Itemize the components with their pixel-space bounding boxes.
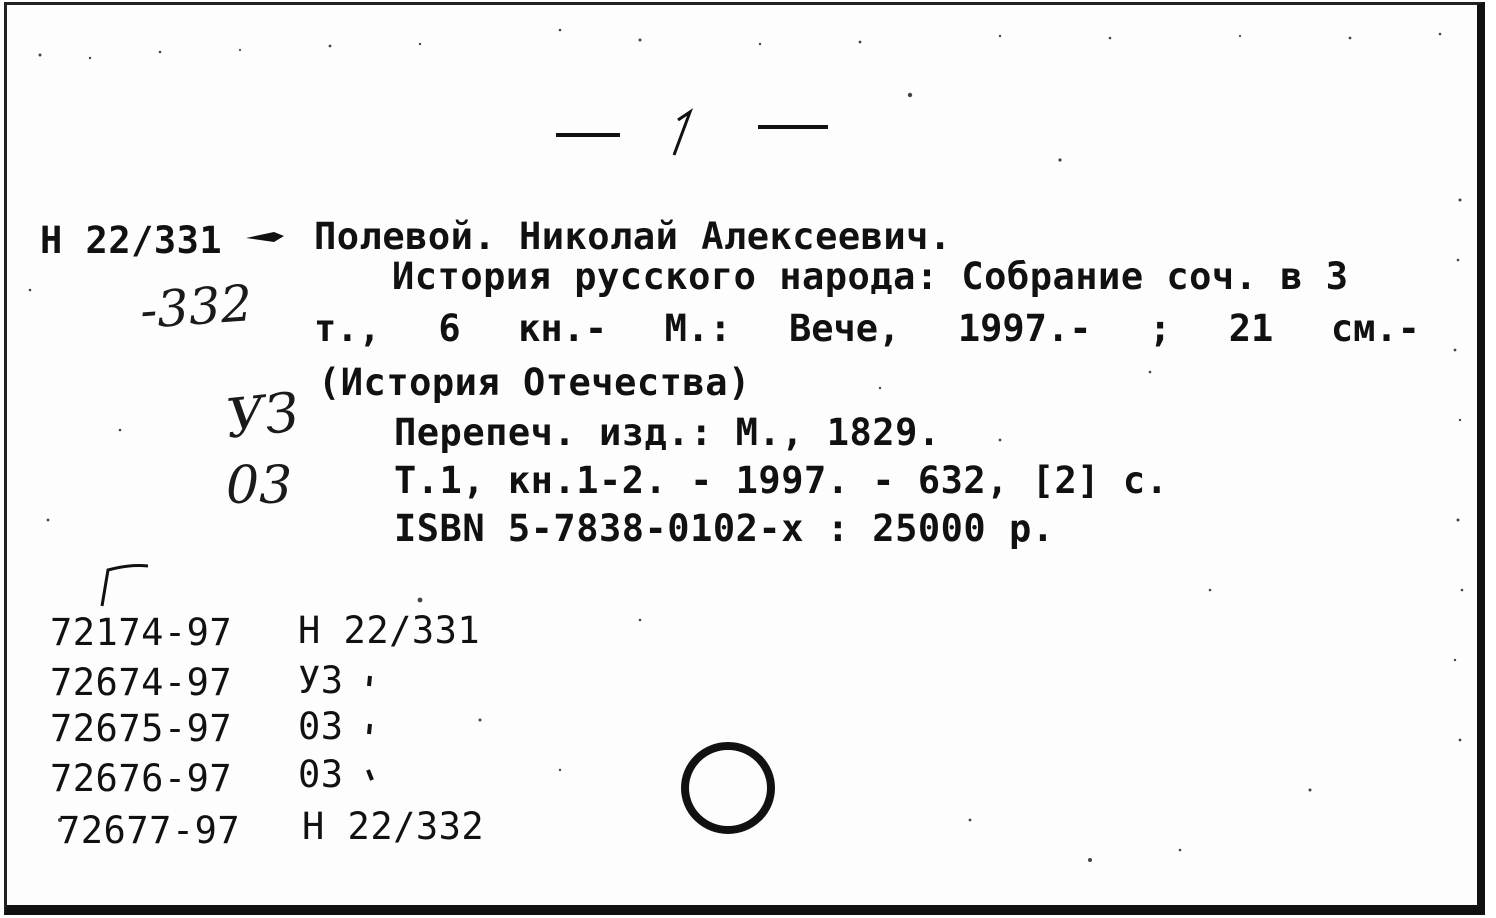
title-line-2 [314,307,1420,350]
holding-location: 03 [298,753,344,796]
volume-info: Т.1, кн.1-2. - 1997. - 632, [2] с. [394,459,1169,502]
inventory-number: 72174-97 [50,611,233,654]
inventory-number: 72675-97 [50,707,233,750]
tick-marks [360,670,390,790]
handwritten-bracket-mark [80,556,160,616]
title-part: 1997.- [957,307,1092,350]
handwritten-call-number-addition: -332 [138,274,255,340]
series: (История Отечества) [318,361,751,404]
holding-location: УЗ [298,659,344,702]
call-number: Н 22/331 [40,219,223,262]
title-part: 6 [438,307,461,350]
holding-location: Н 22/331 [298,609,481,652]
punch-hole-icon [676,738,780,838]
title-part: Вече, [788,307,901,350]
title-part: кн.- [518,307,608,350]
holding-location: 03 [298,705,344,748]
inventory-number: 72677-97 [58,809,241,852]
reprint-note: Перепеч. изд.: М., 1829. [394,411,941,454]
handwritten-code-u3: УЗ [222,380,302,451]
arrow-icon [244,226,288,248]
author: Полевой. Николай Алексеевич. [314,215,952,258]
isbn-price: ISBN 5-7838-0102-x : 25000 р. [394,507,1055,550]
title-part: М.: [664,307,732,350]
title-part: т., [314,307,381,350]
title-part: 21 [1228,307,1274,350]
handwritten-code-03: 03 [226,456,293,516]
holding-location: Н 22/332 [302,805,485,848]
title-line-1: История русского народа: Собрание соч. в 3 [392,255,1349,298]
inventory-number: 72676-97 [50,757,233,800]
title-part: ; [1149,307,1172,350]
inventory-number: 72674-97 [50,661,233,704]
title-part: см.- [1330,307,1420,350]
page-number-mark [540,100,840,170]
